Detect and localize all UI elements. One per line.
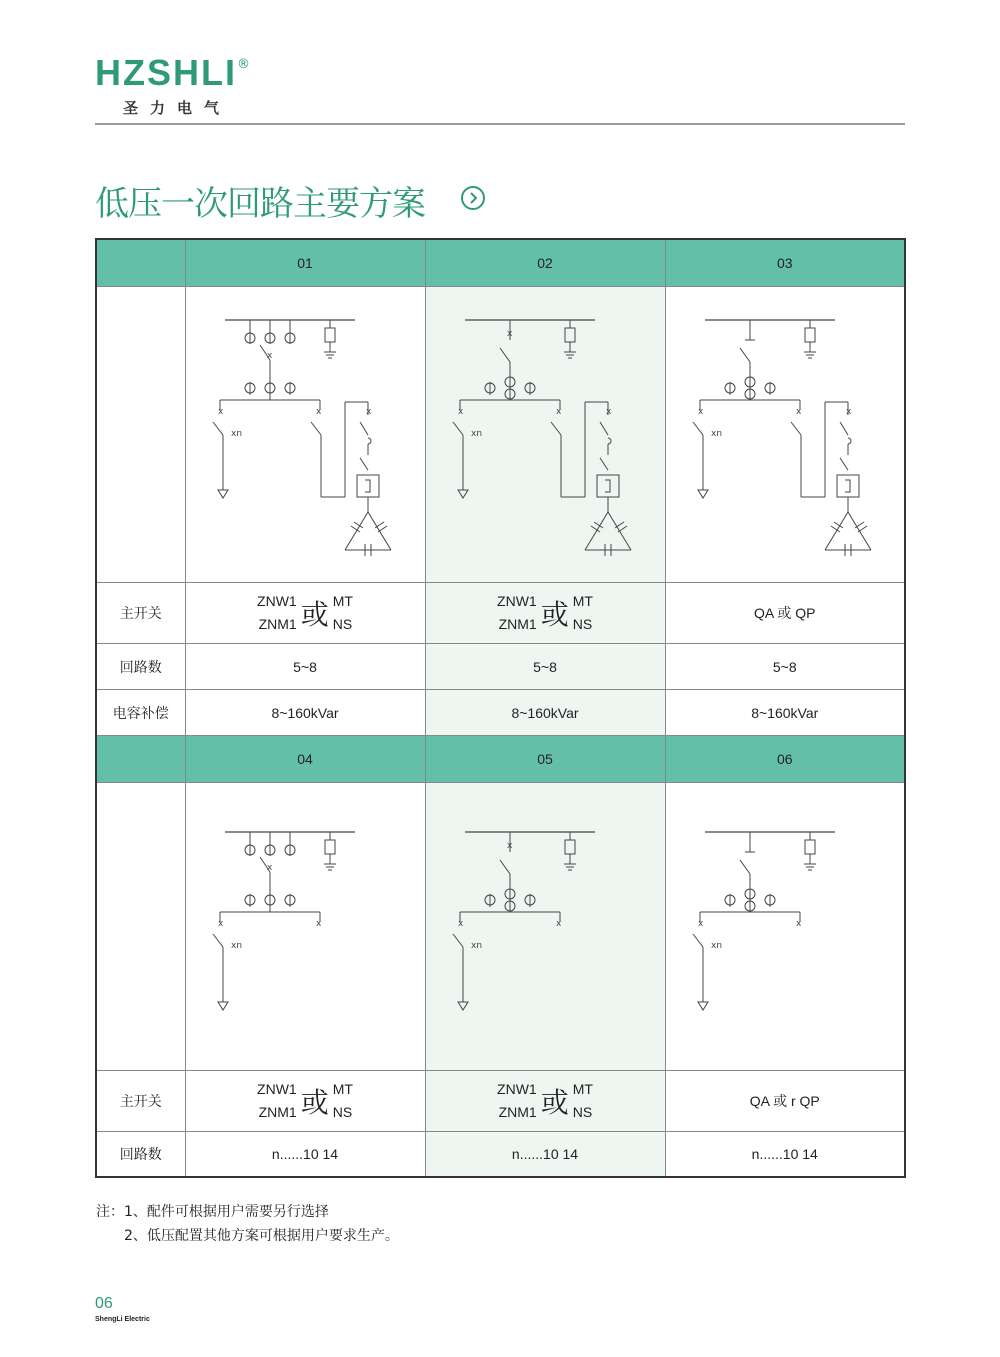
row-label-capacitor: 电容补偿 <box>96 690 185 736</box>
circuits-cell: 5~8 <box>185 644 425 690</box>
notes <box>96 1200 399 1248</box>
single-line-diagram <box>205 812 405 1042</box>
switch-model: NS <box>572 1104 593 1120</box>
switch-model: NS <box>572 616 593 632</box>
single-line-diagram <box>445 812 645 1042</box>
circuits-cell: n......10 14 <box>665 1132 905 1177</box>
main-switch-cell: QA 或 r QP <box>665 1071 905 1132</box>
switch-model: NS <box>332 1104 353 1120</box>
scheme-number: 06 <box>665 736 905 783</box>
switch-model: ZNW1 <box>257 593 297 609</box>
main-switch-cell <box>185 583 425 644</box>
diagram-row-top <box>96 287 905 583</box>
main-switch-cell <box>425 1071 665 1132</box>
circuit-diagram-03 <box>665 287 905 583</box>
switch-model: MT <box>332 593 353 609</box>
main-switch-cell <box>425 583 665 644</box>
switch-model: ZNM1 <box>498 616 537 632</box>
switch-model: ZNW1 <box>257 1081 297 1097</box>
page-number: 06 <box>95 1295 113 1312</box>
switch-model: NS <box>332 616 353 632</box>
circuits-cell: 5~8 <box>665 644 905 690</box>
note-item: 2、低压配置其他方案可根据用户要求生产。 <box>124 1228 399 1244</box>
circuits-row-top <box>96 644 905 690</box>
capacitor-row <box>96 690 905 736</box>
switch-model: ZNM1 <box>498 1104 537 1120</box>
single-line-diagram <box>205 300 405 570</box>
switch-model: ZNM1 <box>258 1104 297 1120</box>
single-line-diagram <box>685 812 885 1042</box>
switch-model: MT <box>572 1081 593 1097</box>
main-switch-row-top <box>96 583 905 644</box>
scheme-table <box>95 238 906 1178</box>
diagram-row-bottom <box>96 783 905 1071</box>
svg-text:x: x <box>507 840 513 851</box>
scheme-number: 01 <box>185 239 425 287</box>
brand-name: HZSHLI <box>95 52 237 93</box>
switch-model: MT <box>572 593 593 609</box>
row-label-circuits: 回路数 <box>96 644 185 690</box>
or-label: 或 <box>540 598 569 631</box>
or-label: 或 <box>540 1086 569 1119</box>
circuits-cell: n......10 14 <box>425 1132 665 1177</box>
row-label-main-switch: 主开关 <box>96 583 185 644</box>
header-divider <box>95 123 905 125</box>
main-switch-cell <box>185 1071 425 1132</box>
circuit-diagram-01 <box>185 287 425 583</box>
scheme-number: 05 <box>425 736 665 783</box>
brand-chinese-name: 圣力电气 <box>123 99 232 117</box>
single-line-diagram <box>685 300 885 570</box>
circuits-row-bottom <box>96 1132 905 1177</box>
circuit-diagram-02 <box>425 287 665 583</box>
row-label-circuits: 回路数 <box>96 1132 185 1177</box>
scheme-header-row-bottom <box>96 736 905 783</box>
main-switch-row-bottom <box>96 1071 905 1132</box>
circuits-cell: 5~8 <box>425 644 665 690</box>
scheme-number: 03 <box>665 239 905 287</box>
single-line-diagram <box>445 300 645 570</box>
row-label-main-switch: 主开关 <box>96 1071 185 1132</box>
header-blank-cell <box>96 239 185 287</box>
switch-model: MT <box>332 1081 353 1097</box>
switch-model: ZNW1 <box>497 1081 537 1097</box>
or-label: 或 <box>300 1086 329 1119</box>
chevron-right-circle-icon <box>461 186 485 210</box>
brand-logo <box>95 52 250 118</box>
circuits-cell: n......10 14 <box>185 1132 425 1177</box>
scheme-number: 02 <box>425 239 665 287</box>
circuit-diagram-04 <box>185 783 425 1071</box>
footer-brand: ShengLi Electric <box>95 1316 150 1323</box>
note-item: 注：1、配件可根据用户需要另行选择 <box>96 1204 329 1220</box>
registered-mark: ® <box>237 57 250 72</box>
header-blank-cell <box>96 736 185 783</box>
svg-text:x: x <box>507 328 513 339</box>
or-label: 或 <box>300 598 329 631</box>
diagram-label-cell <box>96 287 185 583</box>
capacitor-cell: 8~160kVar <box>185 690 425 736</box>
page-title: 低压一次回路主要方案 <box>95 184 425 224</box>
scheme-header-row-top <box>96 239 905 287</box>
circuit-diagram-05 <box>425 783 665 1071</box>
capacitor-cell: 8~160kVar <box>425 690 665 736</box>
diagram-label-cell <box>96 783 185 1071</box>
main-switch-cell: QA 或 QP <box>665 583 905 644</box>
switch-model: ZNW1 <box>497 593 537 609</box>
circuit-diagram-06 <box>665 783 905 1071</box>
switch-model: ZNM1 <box>258 616 297 632</box>
capacitor-cell: 8~160kVar <box>665 690 905 736</box>
scheme-number: 04 <box>185 736 425 783</box>
